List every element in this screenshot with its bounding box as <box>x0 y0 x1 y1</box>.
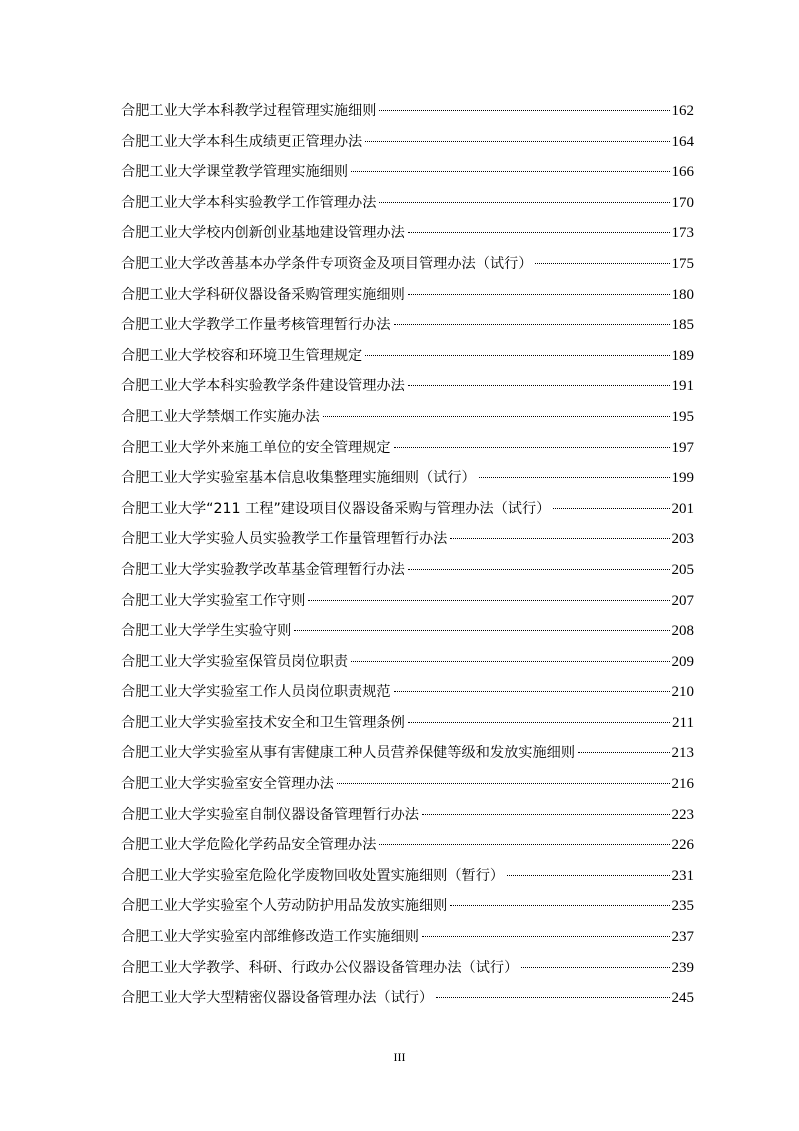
dot-leader <box>394 691 670 692</box>
toc-entry-title: 合肥工业大学实验室内部维修改造工作实施细则 <box>121 929 419 946</box>
toc-entry[interactable] <box>121 218 694 249</box>
dot-leader <box>408 569 670 570</box>
toc-entry[interactable] <box>121 647 694 678</box>
dot-leader <box>379 202 669 203</box>
toc-entry-page-number: 245 <box>671 990 694 1007</box>
dot-leader <box>578 752 669 753</box>
toc-entry[interactable] <box>121 555 694 586</box>
dot-leader <box>294 630 669 631</box>
toc-entry[interactable] <box>121 586 694 617</box>
dot-leader <box>394 324 670 325</box>
dot-leader <box>351 661 669 662</box>
toc-entry[interactable] <box>121 738 694 769</box>
dot-leader <box>535 263 669 264</box>
toc-entry[interactable] <box>121 983 694 1014</box>
toc-entry-title: 合肥工业大学本科生成绩更正管理办法 <box>121 133 363 150</box>
toc-entry-page-number: 175 <box>671 255 694 272</box>
toc-entry-page-number: 205 <box>671 561 694 578</box>
toc-entry[interactable] <box>121 96 694 127</box>
toc-entry-page-number: 208 <box>671 623 694 640</box>
dot-leader <box>507 875 669 876</box>
dot-leader <box>394 447 670 448</box>
toc-entry-page-number: 164 <box>671 133 694 150</box>
toc-entry[interactable] <box>121 280 694 311</box>
toc-entry-page-number: 209 <box>671 653 694 670</box>
toc-entry-page-number: 197 <box>671 439 694 456</box>
toc-entry-page-number: 231 <box>671 867 694 884</box>
dot-leader <box>436 997 669 998</box>
toc-entry-title: 合肥工业大学危险化学药品安全管理办法 <box>121 837 377 854</box>
toc-entry-page-number: 170 <box>671 194 694 211</box>
toc-entry[interactable] <box>121 157 694 188</box>
toc-entry-title: 合肥工业大学禁烟工作实施办法 <box>121 408 320 425</box>
toc-entry-title: 合肥工业大学大型精密仪器设备管理办法（试行） <box>121 990 434 1007</box>
dot-leader <box>337 783 670 784</box>
dot-leader <box>308 600 669 601</box>
toc-entry-title: 合肥工业大学实验室基本信息收集整理实施细则（试行） <box>121 470 476 487</box>
toc-entry[interactable] <box>121 800 694 831</box>
toc-entry-title: 合肥工业大学实验室个人劳动防护用品发放实施细则 <box>121 898 448 915</box>
toc-entry-page-number: 199 <box>671 470 694 487</box>
toc-entry[interactable] <box>121 249 694 280</box>
toc-entry-title: 合肥工业大学实验人员实验教学工作量管理暂行办法 <box>121 531 448 548</box>
toc-entry[interactable] <box>121 524 694 555</box>
toc-entry[interactable] <box>121 127 694 158</box>
toc-entry-page-number: 162 <box>671 103 694 119</box>
dot-leader <box>479 477 670 478</box>
toc-entry-page-number: 166 <box>671 164 694 181</box>
dot-leader <box>450 905 669 906</box>
toc-entry-title: 合肥工业大学教学、科研、行政办公仪器设备管理办法（试行） <box>121 959 519 976</box>
toc-entry-page-number: 189 <box>671 347 694 364</box>
toc-entry-title: 合肥工业大学实验室危险化学废物回收处置实施细则（暂行） <box>121 867 505 884</box>
toc-entry-page-number: 203 <box>671 531 694 548</box>
toc-entry-page-number: 239 <box>671 959 694 976</box>
toc-entry[interactable] <box>121 616 694 647</box>
toc-entry-title: 合肥工业大学实验室安全管理办法 <box>121 776 334 793</box>
dot-leader <box>323 416 670 417</box>
toc-entry[interactable] <box>121 708 694 739</box>
toc-entry[interactable] <box>121 188 694 219</box>
page-number: III <box>393 1050 406 1064</box>
toc-entry[interactable] <box>121 402 694 433</box>
toc-entry-title: 合肥工业大学教学工作量考核管理暂行办法 <box>121 317 391 334</box>
dot-leader <box>408 722 670 723</box>
toc-entry-title: 合肥工业大学校容和环境卫生管理规定 <box>121 347 363 364</box>
toc-entry-title: 合肥工业大学科研仪器设备采购管理实施细则 <box>121 286 405 303</box>
toc-entry-page-number: 210 <box>671 684 694 701</box>
dot-leader <box>379 110 669 111</box>
toc-entry-title: 合肥工业大学实验室工作守则 <box>121 592 306 609</box>
toc-entry-title: 合肥工业大学改善基本办学条件专项资金及项目管理办法（试行） <box>121 255 533 272</box>
dot-leader <box>365 355 669 356</box>
toc-entry-title: 合肥工业大学实验室工作人员岗位职责规范 <box>121 684 391 701</box>
toc-entry[interactable] <box>121 677 694 708</box>
dot-leader <box>422 936 670 937</box>
toc-entry-title: 合肥工业大学“211 工程”建设项目仪器设备采购与管理办法（试行） <box>121 500 551 517</box>
toc-entry-page-number: 191 <box>671 378 694 395</box>
toc-entry-page-number: 223 <box>671 806 694 823</box>
toc-entry[interactable] <box>121 341 694 372</box>
toc-entry-page-number: 226 <box>671 837 694 854</box>
dot-leader <box>553 508 669 509</box>
toc-entry[interactable] <box>121 922 694 953</box>
toc-entry[interactable] <box>121 463 694 494</box>
toc-entry[interactable] <box>121 891 694 922</box>
dot-leader <box>422 814 670 815</box>
toc-entry[interactable] <box>121 310 694 341</box>
toc-entry-page-number: 201 <box>671 500 694 517</box>
toc-entry-title: 合肥工业大学实验室自制仪器设备管理暂行办法 <box>121 806 419 823</box>
table-of-contents <box>121 96 694 1014</box>
toc-entry-page-number: 213 <box>671 745 694 762</box>
toc-entry-page-number: 235 <box>671 898 694 915</box>
toc-entry-title: 合肥工业大学实验室从事有害健康工种人员营养保健等级和发放实施细则 <box>121 745 576 762</box>
dot-leader <box>450 538 669 539</box>
dot-leader <box>365 141 669 142</box>
toc-entry-title: 合肥工业大学课堂教学管理实施细则 <box>121 164 349 181</box>
dot-leader <box>408 232 670 233</box>
toc-entry[interactable] <box>121 861 694 892</box>
toc-entry-title: 合肥工业大学学生实验守则 <box>121 623 292 640</box>
toc-entry-page-number: 207 <box>671 592 694 609</box>
toc-entry-page-number: 173 <box>671 225 694 242</box>
toc-entry-title: 合肥工业大学实验教学改革基金管理暂行办法 <box>121 561 405 578</box>
toc-entry[interactable] <box>121 830 694 861</box>
dot-leader <box>521 967 669 968</box>
toc-entry-page-number: 180 <box>671 286 694 303</box>
toc-entry-title: 合肥工业大学实验室保管员岗位职责 <box>121 653 349 670</box>
toc-entry-page-number: 211 <box>672 714 694 731</box>
dot-leader <box>408 385 670 386</box>
toc-entry-page-number: 237 <box>671 929 694 946</box>
toc-entry-title: 合肥工业大学校内创新创业基地建设管理办法 <box>121 225 405 242</box>
toc-entry-page-number: 195 <box>671 408 694 425</box>
toc-entry-title: 合肥工业大学实验室技术安全和卫生管理条例 <box>121 714 405 731</box>
toc-entry[interactable] <box>121 371 694 402</box>
toc-entry-title: 合肥工业大学本科实验教学工作管理办法 <box>121 194 377 211</box>
toc-entry-page-number: 216 <box>671 776 694 793</box>
toc-entry[interactable] <box>121 769 694 800</box>
toc-entry[interactable] <box>121 953 694 984</box>
toc-entry-page-number: 185 <box>671 317 694 334</box>
toc-entry[interactable] <box>121 494 694 525</box>
dot-leader <box>351 171 669 172</box>
dot-leader <box>408 294 670 295</box>
toc-entry-title: 合肥工业大学本科实验教学条件建设管理办法 <box>121 378 405 395</box>
toc-entry[interactable] <box>121 433 694 464</box>
toc-entry-title: 合肥工业大学外来施工单位的安全管理规定 <box>121 439 391 456</box>
toc-entry-title: 合肥工业大学本科教学过程管理实施细则 <box>121 103 377 119</box>
dot-leader <box>379 844 669 845</box>
